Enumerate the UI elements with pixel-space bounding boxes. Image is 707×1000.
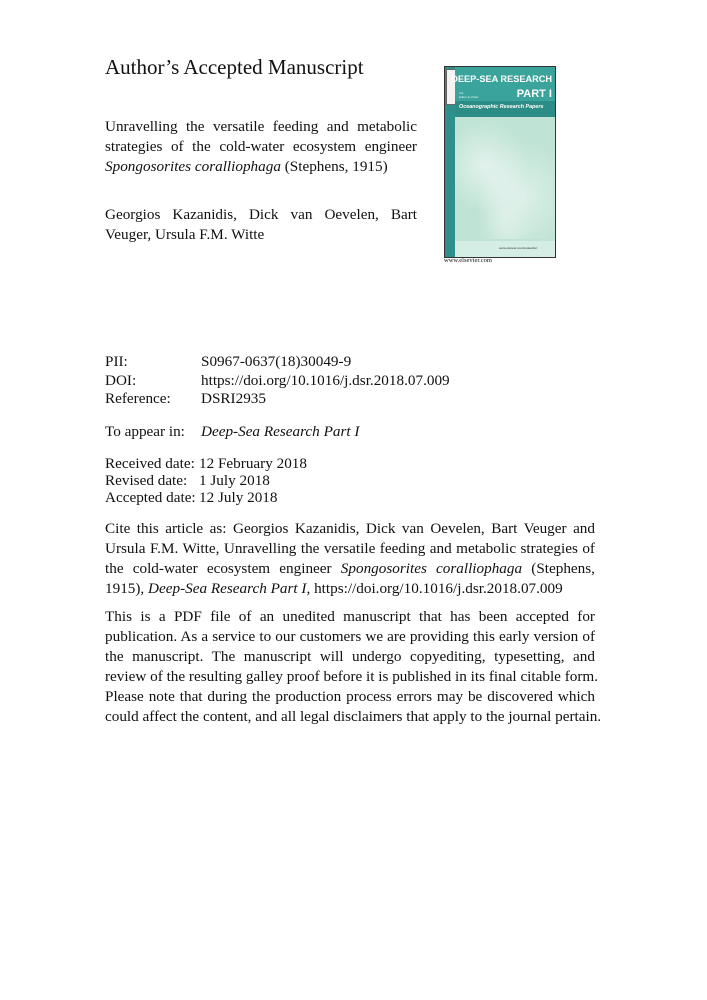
notice-line: This is a PDF file of an unedited manuscript that has been accepted for xyxy=(105,608,595,625)
notice-line: publication. As a service to our customers we are providing this early version of xyxy=(105,628,595,645)
cite-doi-link[interactable]: https://doi.org/10.1016/j.dsr.2018.07.009 xyxy=(314,580,563,597)
cite-species: Spongosorites coralliophaga xyxy=(340,560,523,577)
notice-line: could affect the content, and all legal disclaimers that apply to the journal pertain. xyxy=(105,708,602,725)
reference-value: DSRI2935 xyxy=(201,390,266,407)
notice-line: review of the resulting galley proof before it is published in its final citable form. xyxy=(105,668,599,685)
article-title-line xyxy=(105,157,417,177)
received-label: Received date: xyxy=(105,455,195,472)
appear-label: To appear in: xyxy=(105,423,185,440)
accepted-label: Accepted date: xyxy=(105,489,196,506)
cover-subtitle-band xyxy=(455,101,555,117)
author-line: Georgios Kazanidis, Dick van Oevelen, Bart xyxy=(105,206,417,223)
cover-subtitle: Oceanographic Research Papers xyxy=(459,104,544,110)
author-line: Veuger, Ursula F.M. Witte xyxy=(105,226,265,243)
cite-line3-prefix: the cold-water ecosystem engineer xyxy=(105,560,332,577)
author-list xyxy=(105,205,417,245)
cover-url[interactable]: www.elsevier.com xyxy=(444,257,492,264)
cover-masthead-title: DEEP-SEA RESEARCH xyxy=(451,74,552,84)
doi-label: DOI: xyxy=(105,372,137,389)
article-title-suffix: (Stephens, 1915) xyxy=(280,158,388,175)
article-title xyxy=(105,117,417,177)
received-value: 12 February 2018 xyxy=(199,455,307,472)
revised-label: Revised date: xyxy=(105,472,188,489)
cite-line: Ursula F.M. Witte, Unravelling the versatile feeding and metabolic strategies of xyxy=(105,540,595,557)
revised-value: 1 July 2018 xyxy=(199,472,270,489)
article-title-line: Unravelling the versatile feeding and metabolic xyxy=(105,118,417,135)
cite-line3-suffix: (Stephens, xyxy=(531,560,595,577)
article-title-species: Spongosorites coralliophaga xyxy=(105,158,281,175)
accepted-value: 12 July 2018 xyxy=(199,489,278,506)
article-title-line: strategies of the cold-water ecosystem engineer xyxy=(105,138,417,155)
cover-small-text: Editor-in-Chief xyxy=(459,95,479,99)
cite-line: Cite this article as: Georgios Kazanidis, Dick van Oevelen, Bart Veuger and xyxy=(105,520,595,537)
appear-value: Deep-Sea Research Part I xyxy=(201,423,360,440)
cite-line4-prefix: 1915), xyxy=(105,580,145,597)
cover-small-text: Vol. xyxy=(459,91,465,95)
cover-wave-image xyxy=(455,117,555,239)
reference-label: Reference: xyxy=(105,390,171,407)
cite-journal: Deep-Sea Research Part I, xyxy=(148,580,311,597)
notice-paragraph xyxy=(105,607,602,727)
cover-footer xyxy=(455,241,555,257)
doi-link[interactable]: https://doi.org/10.1016/j.dsr.2018.07.009 xyxy=(201,372,450,389)
cite-paragraph xyxy=(105,519,595,599)
cite-line xyxy=(105,579,595,599)
cover-footer-url: www.elsevier.com/locate/dsri xyxy=(499,246,538,250)
pii-value: S0967-0637(18)30049-9 xyxy=(201,353,352,370)
notice-line: Please note that during the production process errors may be discovered which xyxy=(105,688,595,705)
cite-line xyxy=(105,559,595,579)
pii-label: PII: xyxy=(105,353,128,370)
cover-masthead-part: PART I xyxy=(516,88,552,100)
journal-cover xyxy=(444,66,556,258)
manuscript-header: Author’s Accepted Manuscript xyxy=(105,55,364,79)
notice-line: the manuscript. The manuscript will undergo copyediting, typesetting, and xyxy=(105,648,595,665)
